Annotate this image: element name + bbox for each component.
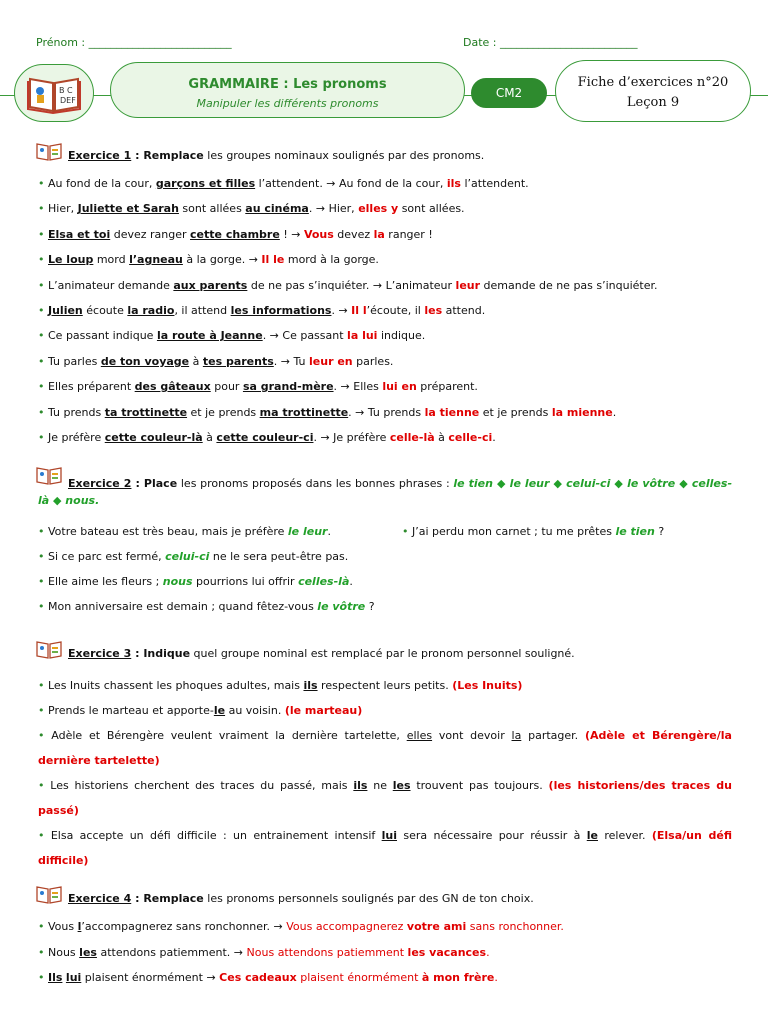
- text-segment: Elle aime les fleurs ;: [48, 575, 163, 588]
- highlight-segment: la radio: [127, 304, 175, 317]
- text-segment: à: [189, 354, 203, 368]
- highlight-segment: celles-là: [298, 575, 350, 588]
- highlight-segment: l’agneau: [129, 253, 183, 267]
- highlight-segment: (Les Inuits): [452, 679, 523, 692]
- exercise-1-title: Exercice 1 : Remplace les groupes nominaux soulignés par des pronoms.: [68, 149, 485, 162]
- text-segment: attendons patiemment. →: [96, 945, 247, 959]
- exercise-3-item: [38, 679, 738, 692]
- highlight-segment: (Adèle et Bérengère/la dernière tartelette): [38, 729, 732, 767]
- exercise-3-title: Exercice 3 : Indique quel groupe nominal est remplacé par le pronom personnel souligné.: [68, 647, 575, 660]
- exercise-2-pair-right: [402, 525, 742, 538]
- text-segment: ’accompagnerez sans ronchonner. →: [81, 920, 287, 933]
- exercise-1-instruction: les groupes nominaux soulignés par des pronoms.: [207, 149, 485, 162]
- text-segment: ?: [654, 525, 665, 538]
- exercise-4-verb: Remplace: [143, 892, 204, 905]
- highlight-segment: la tienne: [424, 405, 480, 419]
- text-segment: .: [327, 525, 331, 538]
- exercise-2-verb: Place: [143, 477, 178, 490]
- highlight-segment: .: [494, 971, 498, 984]
- text-segment: Votre bateau est très beau, mais je préfère: [48, 525, 288, 538]
- exercise-1-item: [38, 177, 738, 190]
- bullet-icon: •: [38, 304, 48, 317]
- highlight-segment: ils: [303, 679, 318, 692]
- highlight-segment: sans ronchonner.: [466, 920, 564, 933]
- text-segment: sont allées.: [398, 202, 465, 216]
- bullet-icon: •: [38, 253, 48, 267]
- highlight-segment: Le loup: [48, 253, 94, 267]
- fiche-box: [555, 60, 751, 122]
- highlight-segment: cette chambre: [190, 227, 280, 241]
- text-segment: Mon anniversaire est demain ; quand fêtez-vous: [48, 600, 318, 613]
- highlight-segment: plaisent énormément: [296, 971, 422, 984]
- highlight-segment: celui-ci: [165, 550, 210, 563]
- text-segment: . → Je préfère: [313, 431, 390, 444]
- highlight-segment: .: [486, 945, 490, 959]
- highlight-segment: votre ami: [406, 920, 467, 933]
- text-segment: . → Tu prends: [348, 405, 425, 419]
- exercise-1-item: [38, 431, 738, 444]
- text-segment: relever.: [597, 829, 652, 842]
- exercise-3-item: [38, 704, 738, 717]
- text-segment: trouvent pas toujours.: [410, 779, 549, 792]
- level-badge: [471, 78, 547, 108]
- bullet-icon: •: [38, 575, 48, 588]
- bullet-icon: •: [38, 829, 51, 842]
- bullet-icon: •: [402, 525, 412, 538]
- highlight-segment: les vacances: [407, 945, 487, 959]
- fiche-lesson: Leçon 9: [626, 95, 680, 110]
- highlight-segment: lui: [65, 971, 82, 984]
- bullet-icon: •: [38, 704, 48, 717]
- exercise-book-icon: [36, 141, 62, 161]
- page-title: GRAMMAIRE : Les pronoms: [188, 77, 387, 92]
- text-segment: . → Tu: [273, 354, 310, 368]
- highlight-segment: (les historiens/des traces du passé): [38, 779, 732, 817]
- book-icon: [26, 71, 82, 115]
- highlight-segment: Ils: [48, 971, 63, 984]
- exercise-2-instruction: les pronoms proposés dans les bonnes phrases :: [180, 477, 450, 490]
- exercise-book-icon: [36, 884, 62, 904]
- text-segment: Si ce parc est fermé,: [48, 550, 166, 563]
- bullet-icon: •: [38, 380, 48, 394]
- highlight-segment: Julien: [48, 304, 83, 317]
- text-segment: parles.: [352, 354, 394, 368]
- highlight-segment: elles: [406, 729, 433, 742]
- bullet-icon: •: [38, 278, 48, 292]
- bullet-icon: •: [38, 550, 48, 563]
- highlight-segment: au cinéma: [245, 202, 309, 216]
- highlight-segment: elles y: [358, 202, 399, 216]
- text-segment: écoute: [82, 304, 128, 317]
- highlight-segment: nous: [162, 575, 193, 588]
- highlight-segment: la mienne: [551, 405, 613, 419]
- highlight-segment: Il le: [261, 253, 285, 267]
- highlight-segment: Elsa et toi: [48, 227, 111, 241]
- text-segment: pourrions lui offrir: [192, 575, 299, 588]
- text-segment: L’animateur demande: [48, 278, 174, 292]
- bullet-icon: •: [38, 202, 48, 216]
- highlight-segment: à mon frère: [421, 971, 495, 984]
- highlight-segment: Il l: [351, 304, 367, 317]
- exercise-1-item: [38, 279, 738, 292]
- highlight-segment: aux parents: [173, 278, 248, 292]
- exercise-3-name: Exercice 3: [68, 647, 132, 660]
- highlight-segment: le tien: [615, 525, 655, 538]
- exercise-3-instruction: quel groupe nominal est remplacé par le pronom personnel souligné.: [193, 647, 575, 660]
- text-segment: ranger !: [384, 227, 433, 241]
- highlight-segment: les: [392, 779, 411, 792]
- exercise-4-instruction: les pronoms personnels soulignés par des GN de ton choix.: [207, 892, 534, 905]
- exercise-3-verb: Indique: [143, 647, 191, 660]
- text-segment: Au fond de la cour,: [48, 177, 156, 190]
- exercise-1-item: [38, 202, 738, 215]
- page-subtitle: Manipuler les différents pronoms: [196, 97, 379, 110]
- text-segment: au voisin.: [225, 704, 285, 717]
- bullet-icon: •: [38, 177, 48, 190]
- highlight-segment: le leur: [287, 525, 328, 538]
- fiche-number: Fiche d’exercices n°20: [577, 75, 729, 90]
- text-segment: , il attend: [174, 304, 231, 317]
- exercise-3-item: [38, 773, 732, 823]
- exercise-1-item: [38, 228, 738, 241]
- exercise-1-item: [38, 304, 738, 317]
- highlight-segment: l: [77, 920, 82, 933]
- text-segment: Les Inuits chassent les phoques adultes, mais: [48, 679, 304, 692]
- highlight-segment: les: [79, 945, 97, 959]
- level-label: CM2: [495, 86, 523, 100]
- text-segment: Hier,: [48, 202, 78, 216]
- exercise-2-pair-left: [38, 525, 378, 538]
- highlight-segment: Juliette et Sarah: [77, 202, 179, 216]
- bullet-icon: •: [38, 354, 48, 368]
- text-segment: indique.: [377, 329, 426, 343]
- date-label: Date : _________________________: [463, 36, 638, 49]
- text-segment: Tu parles: [48, 354, 101, 368]
- highlight-segment: tes parents: [202, 354, 274, 368]
- text-segment: et je prends: [479, 405, 552, 419]
- text-segment: .: [612, 405, 617, 419]
- exercise-2-word-list: le tien ◆ le leur ◆ celui-ci ◆ le vôtre ◆ celles-là ◆ nous.: [38, 477, 733, 507]
- exercise-1-name: Exercice 1: [68, 149, 132, 162]
- text-segment: mord à la gorge.: [284, 253, 379, 267]
- exercise-4-item: [38, 946, 738, 959]
- text-segment: de ne pas s’inquiéter. → L’animateur: [247, 278, 456, 292]
- text-segment: à la gorge. →: [182, 253, 262, 267]
- text-segment: Je préfère: [48, 431, 105, 444]
- highlight-segment: Vous: [303, 227, 334, 241]
- highlight-segment: la lui: [347, 329, 378, 343]
- exercise-4-name: Exercice 4: [68, 892, 132, 905]
- highlight-segment: celle-ci: [448, 431, 493, 444]
- text-segment: respectent leurs petits.: [317, 679, 453, 692]
- exercise-3-item: [38, 723, 732, 773]
- text-segment: plaisent énormément →: [81, 971, 220, 984]
- exercise-4-item: [38, 971, 738, 984]
- highlight-segment: celle-là: [389, 431, 435, 444]
- text-segment: à: [202, 431, 217, 444]
- bullet-icon: •: [38, 227, 48, 241]
- bullet-icon: •: [38, 525, 48, 538]
- text-segment: Elsa accepte un défi difficile : un entrainement intensif: [50, 829, 382, 842]
- book-icon-frame: [14, 64, 94, 122]
- highlight-segment: les: [424, 304, 443, 317]
- highlight-segment: le: [213, 704, 226, 717]
- text-segment: Vous: [48, 920, 78, 933]
- highlight-segment: de ton voyage: [100, 354, 190, 368]
- highlight-segment: Vous accompagnerez: [286, 920, 407, 933]
- highlight-segment: cette couleur-là: [104, 431, 203, 444]
- exercise-1-item: [38, 329, 738, 342]
- text-segment: J’ai perdu mon carnet ; tu me prêtes: [412, 525, 616, 538]
- highlight-segment: Ces cadeaux: [219, 971, 297, 984]
- text-segment: .: [492, 431, 496, 444]
- text-segment: et je prends: [187, 405, 260, 419]
- exercise-2-item: [38, 600, 738, 613]
- highlight-segment: les informations: [230, 304, 332, 317]
- text-segment: sera nécessaire pour réussir à: [397, 829, 587, 842]
- highlight-segment: garçons et filles: [155, 177, 256, 190]
- text-segment: Les historiens cherchent des traces du passé, mais: [50, 779, 354, 792]
- text-segment: à: [434, 431, 449, 444]
- exercise-1-verb: Remplace: [143, 149, 204, 162]
- title-box: [110, 62, 465, 118]
- highlight-segment: des gâteaux: [134, 380, 211, 394]
- text-segment: ne le sera peut-être pas.: [209, 550, 349, 563]
- prenom-label: Prénom : __________________________: [36, 36, 232, 49]
- highlight-segment: (Elsa/un défi difficile): [38, 829, 732, 867]
- bullet-icon: •: [38, 600, 48, 613]
- bullet-icon: •: [38, 779, 51, 792]
- highlight-segment: le vôtre: [317, 600, 366, 613]
- text-segment: .: [349, 575, 353, 588]
- highlight-segment: lui en: [382, 380, 417, 394]
- exercise-4-title: Exercice 4 : Remplace les pronoms personnels soulignés par des GN de ton choix.: [68, 892, 534, 905]
- text-segment: Nous: [48, 945, 80, 959]
- text-segment: préparent.: [416, 380, 478, 394]
- text-segment: devez: [333, 227, 374, 241]
- text-segment: . →: [331, 304, 352, 317]
- highlight-segment: cette couleur-ci: [216, 431, 314, 444]
- text-segment: Ce passant indique: [48, 329, 157, 343]
- bullet-icon: •: [38, 920, 48, 933]
- text-segment: ?: [365, 600, 375, 613]
- text-segment: Prends le marteau et apporte-: [48, 704, 214, 717]
- text-segment: ! →: [279, 227, 304, 241]
- text-segment: ne: [367, 779, 393, 792]
- highlight-segment: ta trottinette: [104, 405, 188, 419]
- text-segment: Tu prends: [48, 405, 105, 419]
- exercise-1-item: [38, 380, 738, 393]
- text-segment: l’attendent.: [460, 177, 529, 190]
- highlight-segment: Nous attendons patiemment: [246, 945, 408, 959]
- text-segment: ’écoute, il: [366, 304, 425, 317]
- exercise-2-item: [38, 575, 738, 588]
- text-segment: devez ranger: [110, 227, 191, 241]
- highlight-segment: le: [586, 829, 598, 842]
- svg-text:B C: B C: [59, 86, 73, 95]
- exercise-book-icon: [36, 639, 62, 659]
- exercise-4-item: [38, 920, 738, 933]
- bullet-icon: •: [38, 405, 48, 419]
- text-segment: Elles préparent: [48, 380, 135, 394]
- bullet-icon: •: [38, 679, 48, 692]
- highlight-segment: ma trottinette: [259, 405, 349, 419]
- highlight-segment: ils: [446, 177, 461, 190]
- highlight-segment: la route à Jeanne: [156, 329, 263, 343]
- bullet-icon: •: [38, 945, 48, 959]
- exercise-1-item: [38, 355, 738, 368]
- text-segment: vont devoir: [432, 729, 512, 742]
- highlight-segment: sa grand-mère: [242, 380, 334, 394]
- highlight-segment: (le marteau): [284, 704, 363, 717]
- bullet-icon: •: [38, 431, 48, 444]
- svg-text:DEF: DEF: [60, 96, 76, 105]
- bullet-icon: •: [38, 729, 52, 742]
- exercise-2-item: [38, 550, 738, 563]
- text-segment: sont allées: [178, 202, 246, 216]
- text-segment: attend.: [442, 304, 486, 317]
- exercise-2-name: Exercice 2: [68, 477, 132, 490]
- exercise-1-item: [38, 406, 738, 419]
- text-segment: Adèle et Bérengère veulent vraiment la dernière tartelette,: [51, 729, 407, 742]
- text-segment: . → Ce passant: [262, 329, 348, 343]
- highlight-segment: lui: [381, 829, 398, 842]
- exercise-3-item: [38, 823, 732, 873]
- text-segment: pour: [210, 380, 243, 394]
- text-segment: partager.: [521, 729, 585, 742]
- highlight-segment: la: [511, 729, 522, 742]
- highlight-segment: la: [373, 227, 385, 241]
- text-segment: l’attendent. → Au fond de la cour,: [255, 177, 447, 190]
- text-segment: demande de ne pas s’inquiéter.: [480, 278, 658, 292]
- bullet-icon: •: [38, 329, 48, 343]
- highlight-segment: ils: [353, 779, 368, 792]
- exercise-1-item: [38, 253, 738, 266]
- exercise-2-title: Exercice 2 : Place les pronoms proposés dans les bonnes phrases : le tien ◆ le leur ◆ celui-ci ◆ le vôtre ◆ celles-là ◆ nous.: [38, 477, 733, 507]
- text-segment: mord: [93, 253, 130, 267]
- highlight-segment: leur: [455, 278, 481, 292]
- text-segment: . → Elles: [333, 380, 383, 394]
- text-segment: . → Hier,: [308, 202, 359, 216]
- highlight-segment: leur en: [309, 354, 353, 368]
- bullet-icon: •: [38, 971, 48, 984]
